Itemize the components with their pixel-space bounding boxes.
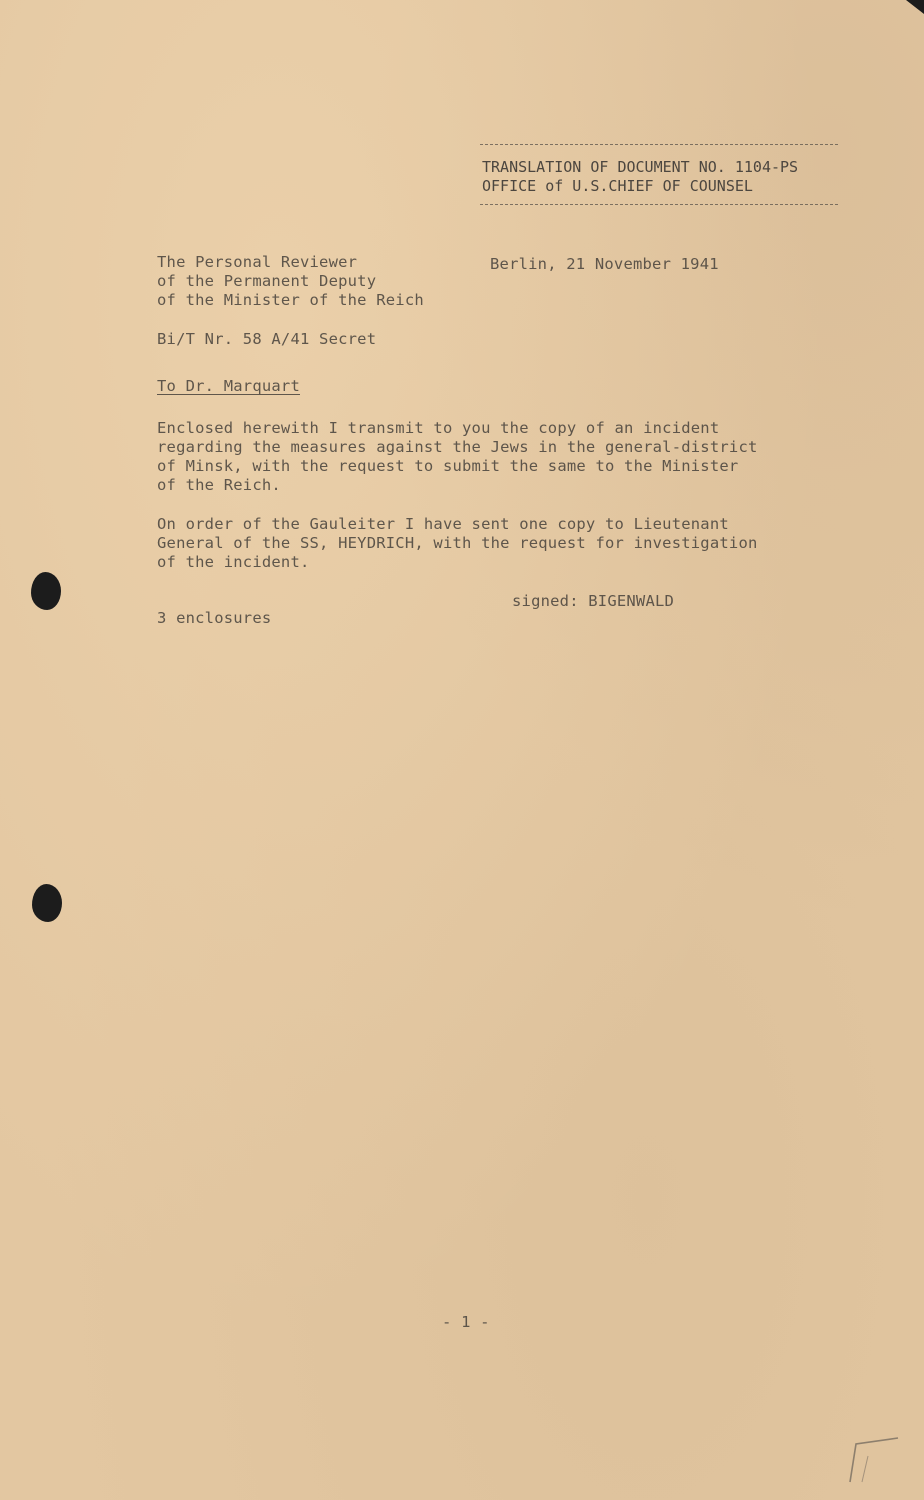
sender-line-1: The Personal Reviewer [157, 253, 358, 271]
signature: signed: BIGENWALD [512, 592, 675, 610]
paragraph-2-line-2: General of the SS, HEYDRICH, with the request for investigation [157, 534, 758, 552]
place-date: Berlin, 21 November 1941 [490, 255, 719, 273]
addressee: To Dr. Marquart [157, 377, 300, 395]
corner-fold-mark [848, 1436, 900, 1484]
paragraph-1-line-1: Enclosed herewith I transmit to you the copy of an incident [157, 419, 720, 437]
paragraph-2-line-1: On order of the Gauleiter I have sent one copy to Lieutenant [157, 515, 729, 533]
corner-mark [906, 0, 924, 14]
translation-header [480, 144, 838, 206]
header-line-1: TRANSLATION OF DOCUMENT NO. 1104-PS [482, 158, 799, 176]
punch-hole-top [31, 572, 61, 610]
paragraph-1-line-2: regarding the measures against the Jews in the general-district [157, 438, 758, 456]
sender-line-3: of the Minister of the Reich [157, 291, 424, 309]
punch-hole-bottom [32, 884, 62, 922]
header-bottom-rule [480, 204, 838, 205]
paragraph-2-line-3: of the incident. [157, 553, 310, 571]
header-line-2: OFFICE of U.S.CHIEF OF COUNSEL [482, 177, 753, 195]
enclosures: 3 enclosures [157, 609, 272, 627]
page-number: - 1 - [442, 1313, 490, 1331]
paragraph-1-line-4: of the Reich. [157, 476, 281, 494]
header-top-rule [480, 144, 838, 145]
reference-number: Bi/T Nr. 58 A/41 Secret [157, 330, 377, 348]
sender-line-2: of the Permanent Deputy [157, 272, 377, 290]
paragraph-1-line-3: of Minsk, with the request to submit the same to the Minister [157, 457, 739, 475]
